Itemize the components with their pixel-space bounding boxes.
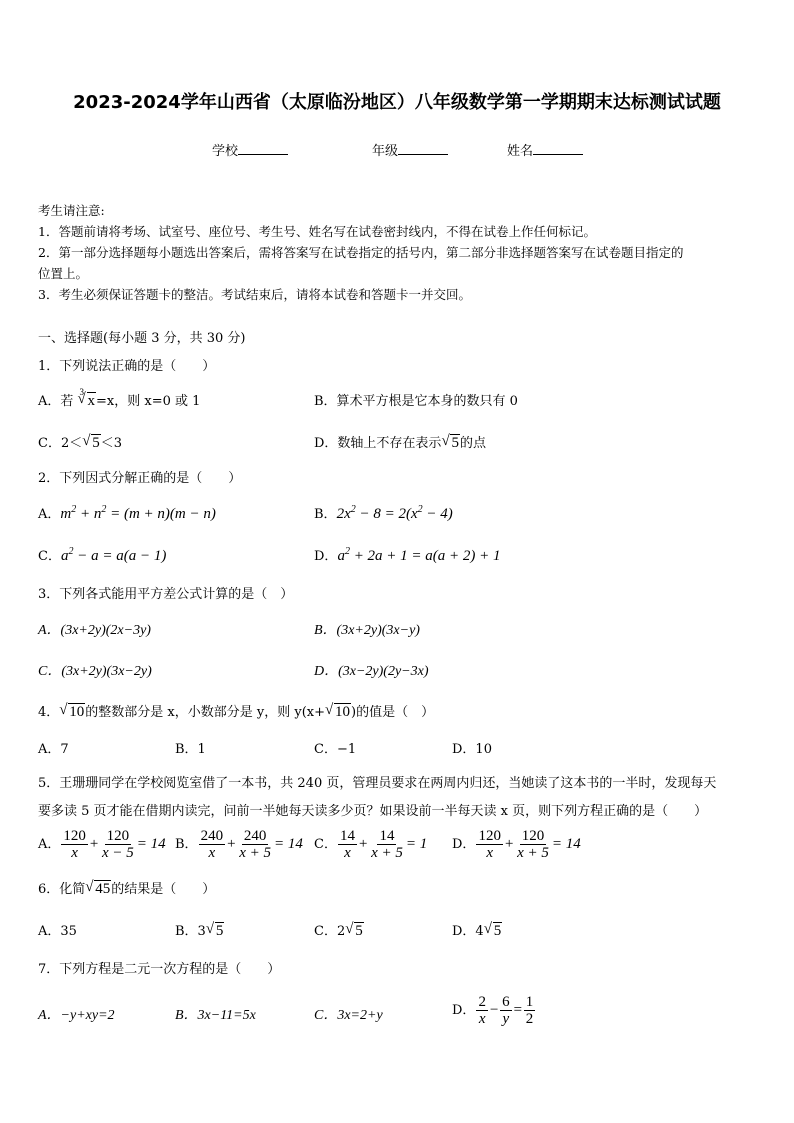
q5-option-c: C． $\frac{14}{x}$ + $\frac{14}{x + 5}$ = 1 — [314, 828, 428, 861]
q5-option-b: B． $\frac{240}{x}$ + $\frac{240}{x + 5}$ = 14 — [175, 828, 303, 861]
q6-option-a: A．35 — [38, 924, 77, 939]
question-2-stem: 2．下列因式分解正确的是（ ） — [38, 471, 242, 486]
q6-option-d: D．4√ 5 — [452, 920, 502, 940]
question-4-stem: 4．√ 10的整数部分是 x，小数部分是 y，则 y(x+√ 10)的值是（ ） — [38, 701, 434, 721]
question-1-stem: 1．下列说法正确的是（ ） — [38, 359, 216, 374]
q4-option-a: A．7 — [38, 742, 69, 757]
q1-option-d: D．数轴上不存在表示√ 5的点 — [314, 432, 486, 452]
q2-option-d: D．$a^2 + 2a + 1 = a(a + 2) + 1$ — [314, 546, 501, 564]
q1-option-a: A．若 √ 3 x=x，则 x=0 或 1 — [38, 390, 200, 410]
exam-title: 2023-2024学年山西省（太原临汾地区）八年级数学第一学期期末达标测试试题 — [73, 92, 721, 113]
q2-option-c: C．$a^2 - a = a(a - 1)$ — [38, 546, 167, 564]
q2-option-a: A．$m^2 + n^2 = (m + n)(m - n)$ — [38, 504, 216, 522]
q7-option-c: C．3x=2+y — [314, 1008, 383, 1023]
q3-option-a: A．(3x+2y)(2x−3y) — [38, 623, 151, 638]
question-5-stem-cont: 要多读 5 页才能在借期内读完，问前一半她每天读多少页？如果设前一半每天读 x 页，则下列方程正确的是（ ） — [38, 804, 708, 819]
q6-option-c: C．2√ 5 — [314, 920, 364, 940]
school-field: 学校 — [212, 140, 288, 159]
question-5-stem: 5．王珊珊同学在学校阅览室借了一本书，共 240 页，管理员要求在两周内归还，当她读了这本书的一半时，发现每天 — [38, 776, 717, 791]
question-7-stem: 7．下列方程是二元一次方程的是（ ） — [38, 962, 281, 977]
q3-option-b: B．(3x+2y)(3x−y) — [314, 623, 420, 638]
notice-item: 1．答题前请将考场、试室号、座位号、考生号、姓名写在试卷密封线内，不得在试卷上作任何标记。 — [38, 224, 596, 239]
q1-option-b: B．算术平方根是它本身的数只有 0 — [314, 394, 518, 409]
name-field: 姓名 — [507, 140, 583, 159]
notice-heading: 考生请注意: — [38, 203, 105, 218]
section-heading: 一、选择题(每小题 3 分，共 30 分) — [38, 331, 246, 346]
q4-option-c: C．−1 — [314, 742, 357, 757]
q4-option-d: D．10 — [452, 742, 492, 757]
q5-option-a: A． $\frac{120}{x}$ + $\frac{120}{x - 5}$ = 14 — [38, 828, 166, 861]
notice-item: 2．第一部分选择题每小题选出答案后，需将答案写在试卷指定的括号内，第二部分非选择题答案写在试卷题目指定的 — [38, 245, 684, 260]
cube-root-x: √ 3 x — [78, 393, 97, 410]
q6-option-b: B．3√ 5 — [175, 920, 224, 940]
q5-option-d: D． $\frac{120}{x}$ + $\frac{120}{x + 5}$ = 14 — [452, 828, 581, 861]
notice-block — [38, 200, 683, 305]
q7-option-d: D． $\frac{2}{x}$ − $\frac{6}{y}$ = $\frac{1}{2}$ — [452, 994, 534, 1027]
question-6-stem: 6．化简√ 45的结果是（ ） — [38, 878, 215, 898]
q7-option-b: B．3x−11=5x — [175, 1008, 256, 1023]
sqrt-5: √ 5 — [441, 435, 460, 452]
grade-field: 年级 — [372, 140, 448, 159]
q4-option-b: B．1 — [175, 742, 206, 757]
q7-option-a: A．−y+xy=2 — [38, 1008, 115, 1023]
q3-option-c: C．(3x+2y)(3x−2y) — [38, 664, 152, 679]
q1-option-c: C．2＜√ 5＜3 — [38, 432, 122, 452]
q3-option-d: D．(3x−2y)(2y−3x) — [314, 664, 429, 679]
notice-item: 位置上。 — [38, 266, 89, 281]
q2-option-b: B．$2x^2 - 8 = 2(x^2 - 4)$ — [314, 504, 453, 522]
notice-item: 3．考生必须保证答题卡的整洁。考试结束后，请将本试卷和答题卡一并交回。 — [38, 287, 471, 302]
question-3-stem: 3．下列各式能用平方差公式计算的是（ ） — [38, 587, 294, 602]
sqrt-5: √ 5 — [82, 435, 101, 452]
